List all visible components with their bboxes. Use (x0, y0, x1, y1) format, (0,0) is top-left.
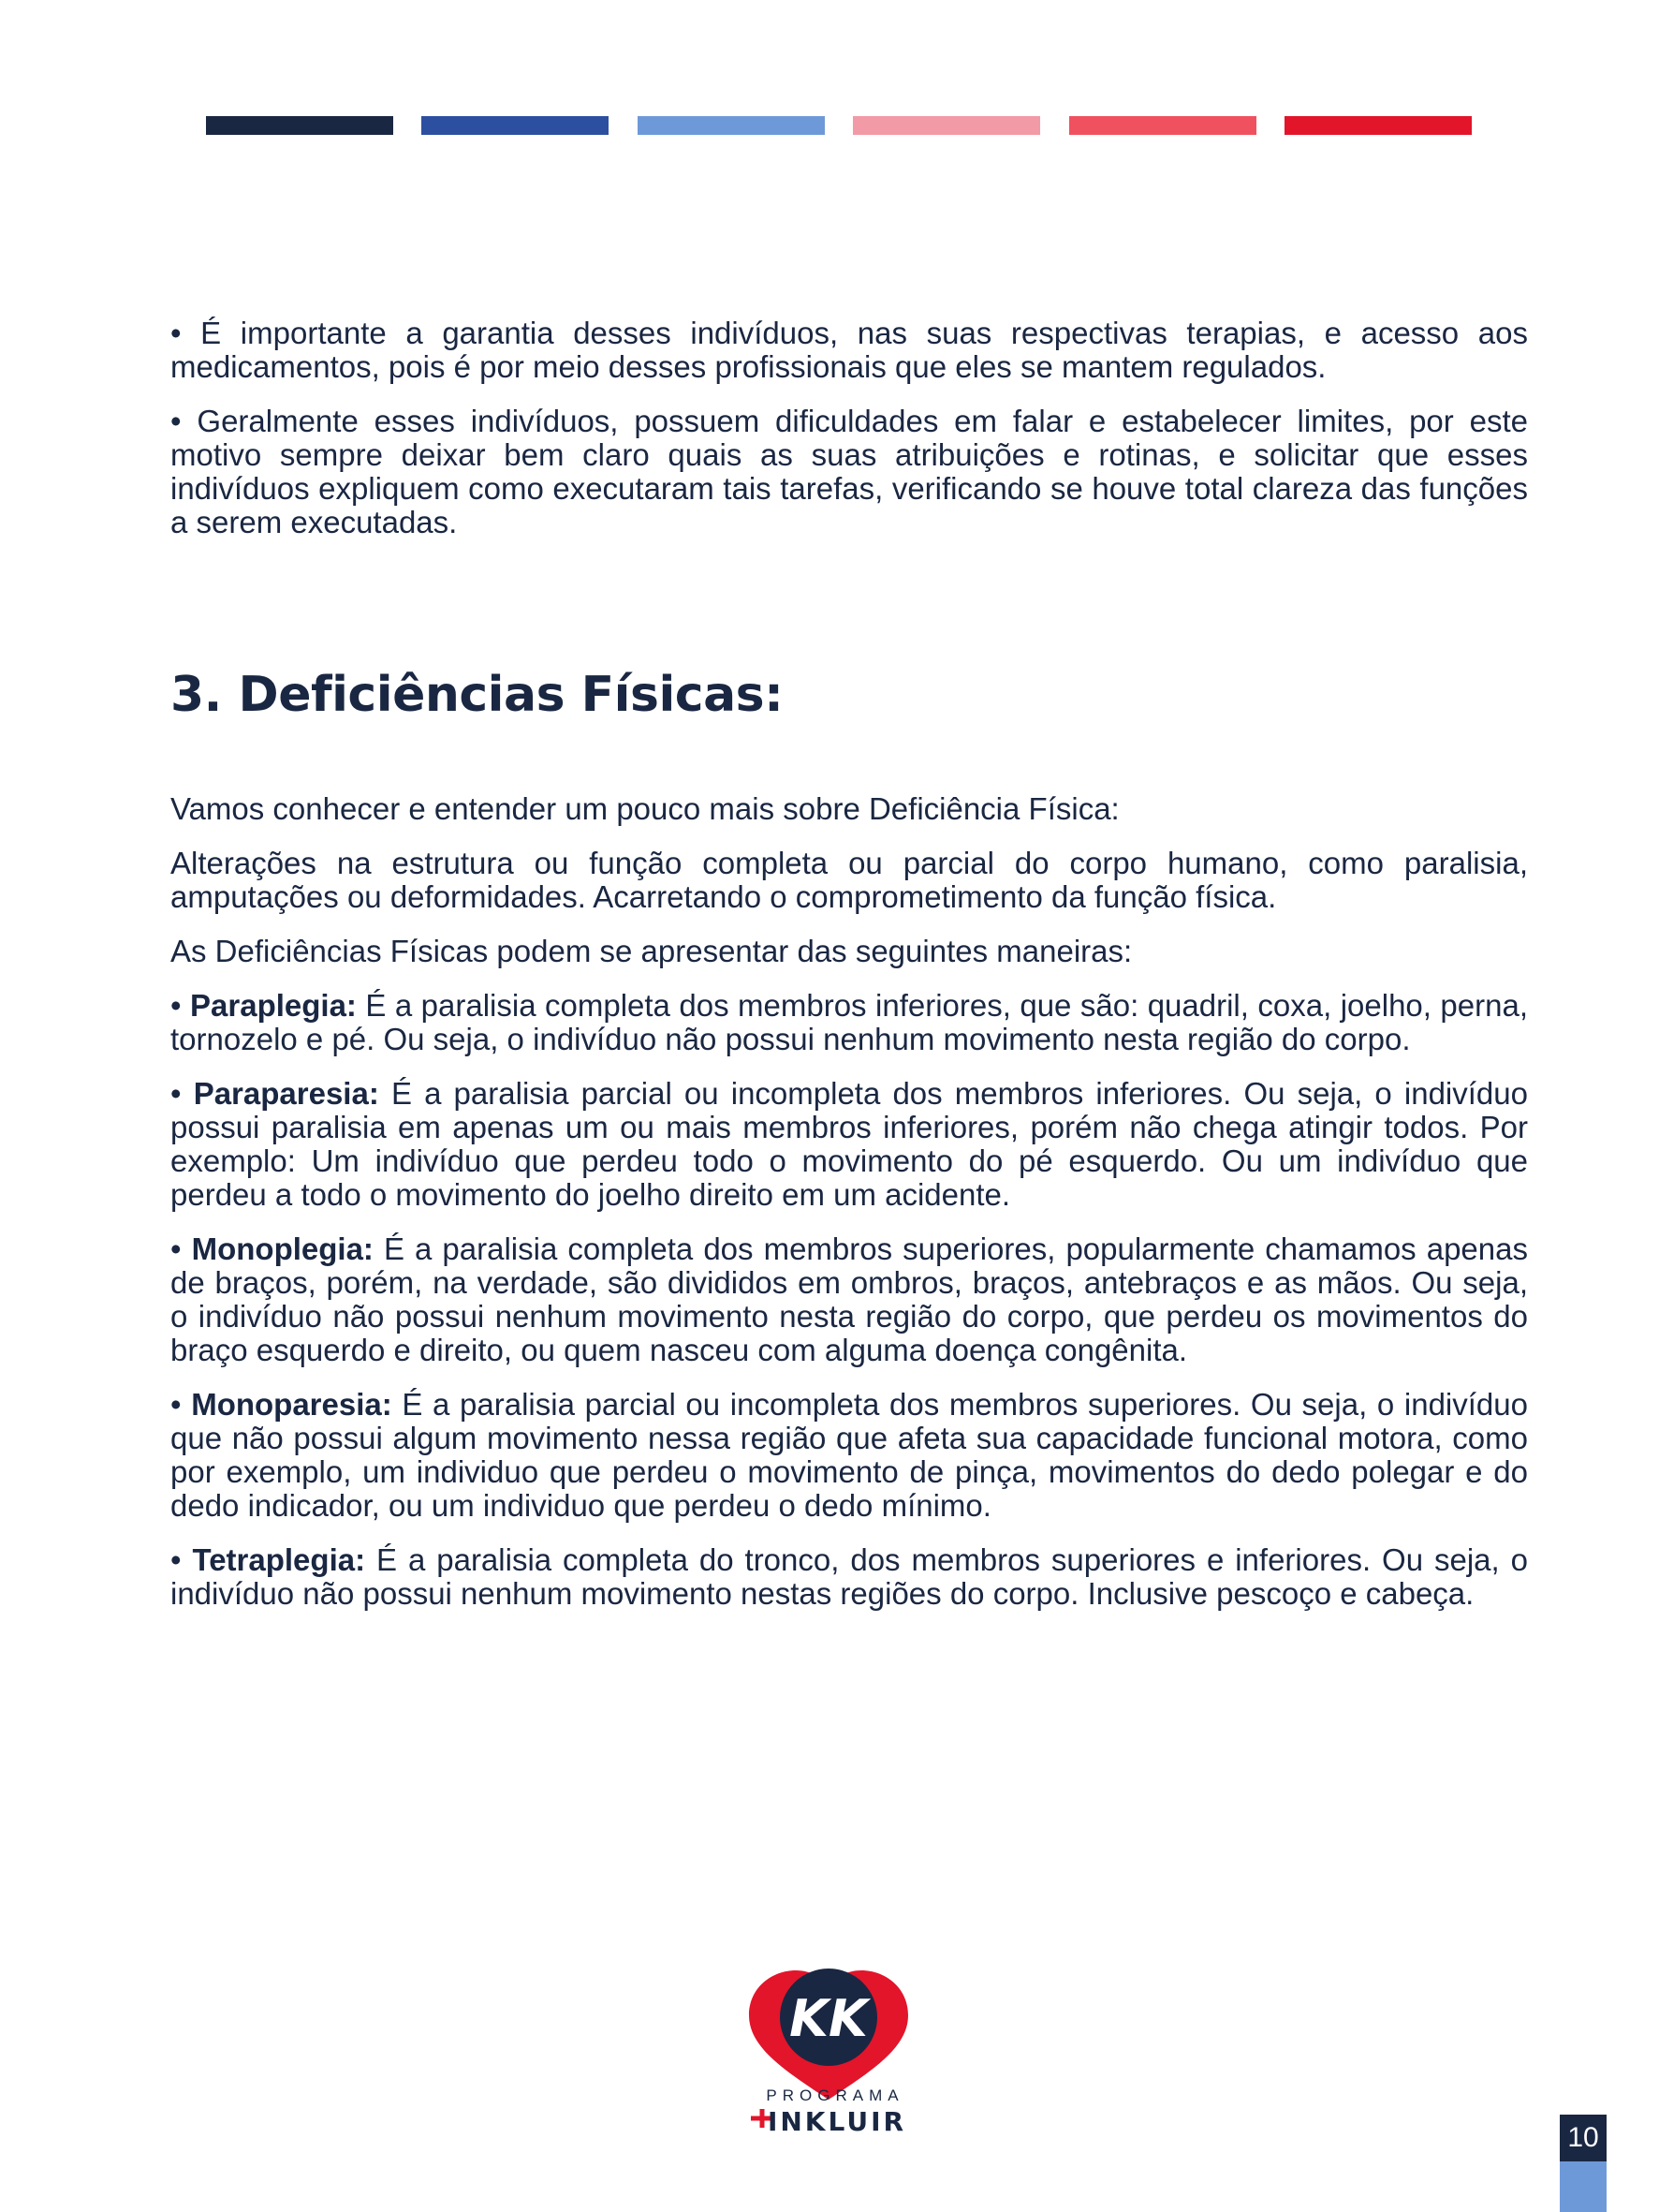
page-number-tab (1560, 2115, 1607, 2212)
top-bullets (170, 317, 1528, 560)
stripe-6 (1285, 116, 1472, 135)
item-term: Monoplegia: (191, 1231, 374, 1266)
section-intro: Vamos conhecer e entender um pouco mais sobre Deficiência Física: (170, 791, 1120, 826)
item-term: Paraplegia: (190, 988, 357, 1023)
logo-program: PROGRAMA (766, 2087, 904, 2104)
stripe-1 (206, 116, 393, 135)
item-text: É a paralisia parcial ou incompleta dos membros inferiores. Ou seja, o indivíduo possui paralisia em apenas um ou mais membros inferiores, porém não chega atingir todos. Por exemplo: Um indivíduo que perdeu todo o movimento do pé esquerdo. Ou um indivíduo que perdeu a todo o movimento do joelho direito em um acidente. (170, 1076, 1528, 1212)
item-term: Monoparesia: (191, 1387, 392, 1422)
section-definition: Alterações na estrutura ou função completa ou parcial do corpo humano, como paralisia, amputações ou deformidades. Acarretando o comprometimento da função física. (170, 846, 1528, 914)
header-stripes (206, 116, 1472, 135)
item-text: É a paralisia completa do tronco, dos membros superiores e inferiores. Ou seja, o indivíduo não possui nenhum movimento nestas regiões do corpo. Inclusive pescoço e cabeça. (170, 1542, 1528, 1611)
section-title: 3. Deficiências Físicas: (170, 667, 784, 723)
stripe-4 (853, 116, 1040, 135)
list-item: • Paraplegia: É a paralisia completa dos membros inferiores, que são: quadril, coxa, joelho, perna, tornozelo e pé. Ou seja, o indivíduo não possui nenhum movimento nesta região do corpo. (170, 988, 1528, 1056)
page-number: 10 (1560, 2115, 1607, 2161)
list-item: • Monoplegia: É a paralisia completa dos membros superiores, popularmente chamamos apenas de braços, porém, na verdade, são divididos em ombros, braços, antebraços e as mãos. Ou seja, o indivíduo não possui nenhum movimento nesta região do corpo, que perdeu os movimentos do braço esquerdo e direito, ou quem nasceu com alguma doença congênita. (170, 1231, 1528, 1367)
stripe-2 (421, 116, 609, 135)
logo-mark: KK (789, 1989, 868, 2048)
item-text: É a paralisia completa dos membros superiores, popularmente chamamos apenas de braços, porém, na verdade, são divididos em ombros, braços, antebraços e as mãos. Ou seja, o indivíduo não possui nenhum movimento nesta região do corpo, que perdeu os movimentos do braço esquerdo e direito, ou quem nasceu com alguma doença congênita. (170, 1231, 1528, 1367)
list-item: • Tetraplegia: É a paralisia completa do tronco, dos membros superiores e inferiores. Ou seja, o indivíduo não possui nenhum movimento nestas regiões do corpo. Inclusive pescoço e cabeça. (170, 1542, 1528, 1611)
item-term: Paraparesia: (193, 1076, 379, 1111)
item-text: É a paralisia parcial ou incompleta dos membros superiores. Ou seja, o indivíduo que não possui algum movimento nessa região que afeta sua capacidade funcional motora, como por exemplo, um individuo que perdeu o movimento de pinça, movimentos do dedo polegar e do dedo indicador, ou um individuo que perdeu o dedo mínimo. (170, 1387, 1528, 1523)
logo-name: INKLUIR (767, 2106, 907, 2137)
stripe-5 (1069, 116, 1256, 135)
section-lead: As Deficiências Físicas podem se apresentar das seguintes maneiras: (170, 934, 1133, 968)
item-text: É a paralisia completa dos membros inferiores, que são: quadril, coxa, joelho, perna, tornozelo e pé. Ou seja, o indivíduo não possui nenhum movimento nesta região do corpo. (170, 988, 1528, 1056)
section-body (170, 792, 1528, 1631)
programa-inkluir-logo (730, 1959, 927, 2137)
bullet-paragraph: • Geralmente esses indivíduos, possuem dificuldades em falar e estabelecer limites, por este motivo sempre deixar bem claro quais as suas atribuições e rotinas, e solicitar que esses indivíduos expliquem como executaram tais tarefas, verificando se houve total clareza das funções a serem executadas. (170, 404, 1528, 539)
bullet-paragraph: • É importante a garantia desses indivíduos, nas suas respectivas terapias, e acesso aos medicamentos, pois é por meio desses profissionais que eles se mantem regulados. (170, 316, 1528, 384)
item-term: Tetraplegia: (192, 1542, 366, 1577)
list-item: • Paraparesia: É a paralisia parcial ou incompleta dos membros inferiores. Ou seja, o indivíduo possui paralisia em apenas um ou mais membros inferiores, porém não chega atingir todos. Por exemplo: Um indivíduo que perdeu todo o movimento do pé esquerdo. Ou um indivíduo que perdeu a todo o movimento do joelho direito em um acidente. (170, 1076, 1528, 1212)
list-item: • Monoparesia: É a paralisia parcial ou incompleta dos membros superiores. Ou seja, o indivíduo que não possui algum movimento nessa região que afeta sua capacidade funcional motora, como por exemplo, um individuo que perdeu o movimento de pinça, movimentos do dedo polegar e do dedo indicador, ou um individuo que perdeu o dedo mínimo. (170, 1387, 1528, 1523)
stripe-3 (638, 116, 825, 135)
